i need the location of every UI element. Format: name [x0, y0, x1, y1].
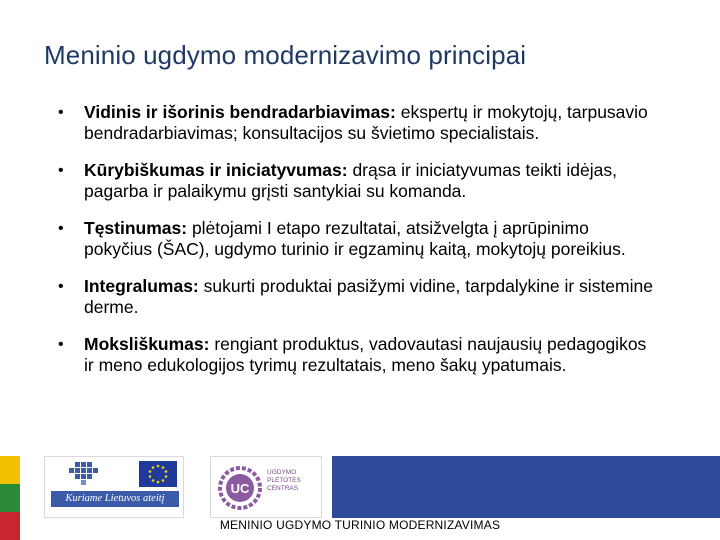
bullet-dot-icon: •	[58, 336, 64, 353]
list-item	[58, 276, 658, 318]
list-item	[58, 102, 658, 144]
item-heading: Tęstinumas:	[84, 218, 188, 238]
list-item	[58, 334, 658, 376]
slogan-banner: Kuriame Lietuvos ateitį	[51, 491, 179, 507]
esf-logo-panel	[44, 456, 184, 518]
item-text: drąsa ir iniciatyvumas teikti idėjas, pagarba ir palaikymu grįsti santykiai su komanda.	[84, 160, 617, 201]
bullet-dot-icon: •	[58, 220, 64, 237]
item-text: ekspertų ir mokytojų, tarpusavio bendradarbiavimas; konsultacijos su švietimo specialistais.	[84, 102, 648, 143]
item-heading: Moksliškumas:	[84, 334, 210, 354]
item-heading: Kūrybiškumas ir iniciatyvumas:	[84, 160, 348, 180]
bullet-dot-icon: •	[58, 104, 64, 121]
bullet-dot-icon: •	[58, 162, 64, 179]
principles-list	[58, 102, 658, 392]
item-text: rengiant produktus, vadovautasi naujausių pedagogikos ir meno edukologijos tyrimų rezultatais, meno šakų ypatumais.	[84, 334, 647, 375]
item-text: sukurti produktai pasižymi vidine, tarpdalykine ir sistemine derme.	[84, 276, 653, 317]
color-stripes	[0, 456, 20, 540]
page-title: Meninio ugdymo modernizavimo principai	[44, 40, 527, 70]
svg-text:UC: UC	[230, 481, 250, 496]
item-heading: Integralumas:	[84, 276, 199, 296]
list-item	[58, 160, 658, 202]
bullet-dot-icon: •	[58, 278, 64, 295]
upc-logo-panel	[210, 456, 322, 518]
upc-logo-text: UGDYMO PLĖTOTĖS CENTRAS	[267, 469, 301, 492]
item-text: plėtojami I etapo rezultatai, atsižvelgta į aprūpinimo pokyčius (ŠAC), ugdymo turinio ir egzaminų kaitą, mokytojų poreikius.	[84, 218, 626, 259]
list-item	[58, 218, 658, 260]
item-heading: Vidinis ir išorinis bendradarbiavimas:	[84, 102, 396, 122]
eu-flag-icon	[139, 461, 177, 487]
footer-caption: MENINIO UGDYMO TURINIO MODERNIZAVIMAS	[219, 518, 501, 532]
upc-logo-icon	[217, 465, 263, 511]
blue-banner	[332, 456, 720, 518]
esf-logo-icon	[61, 460, 121, 490]
